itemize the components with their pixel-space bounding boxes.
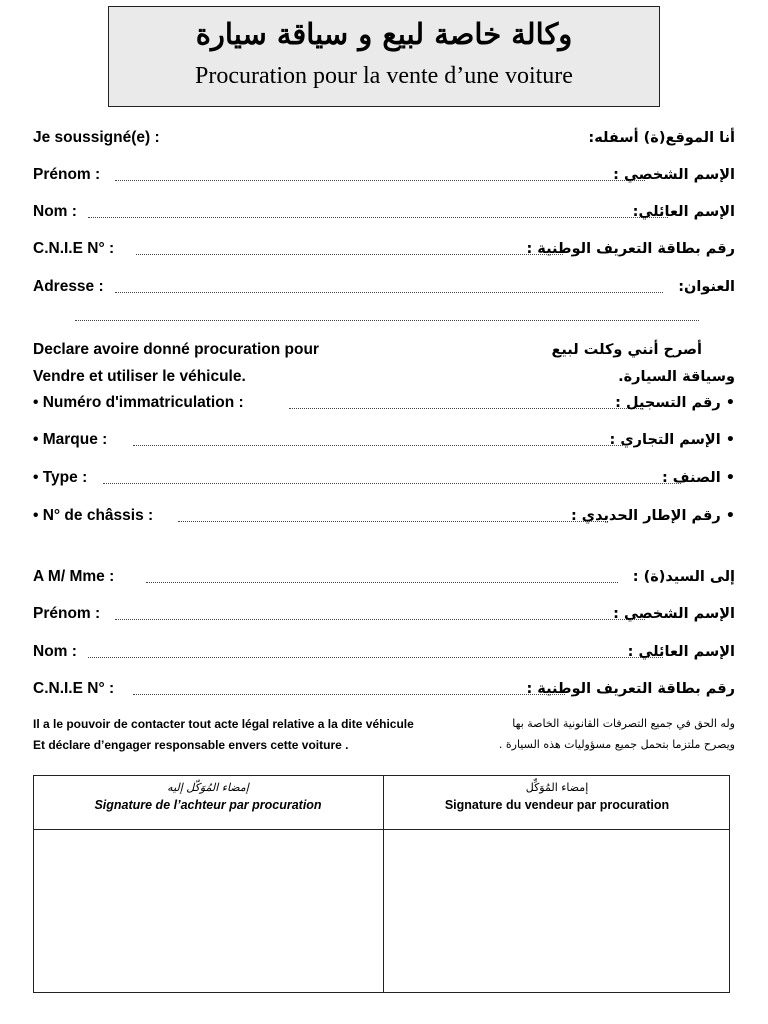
buyer-signature-header — [34, 776, 382, 829]
agent-prenom-label-ar: الإسم الشخصي : — [613, 606, 735, 622]
adresse-field[interactable] — [115, 292, 663, 293]
prenom-label-ar: الإسم الشخصي : — [613, 167, 735, 183]
declaration-row-2 — [33, 366, 735, 390]
mandator-nom-row — [33, 201, 735, 225]
agent-nom-label-fr: Nom : — [33, 643, 77, 660]
powers-line2-fr: Et déclare d’engager responsable envers cette voiture . — [33, 738, 349, 752]
seller-signature-label-ar: إمضاء المُوَكِّل — [525, 781, 589, 794]
chassis-field[interactable] — [178, 521, 608, 522]
chassis-label-fr: • N° de châssis : — [33, 507, 154, 524]
marque-label-ar: • الإسم التجاري : — [609, 432, 735, 448]
agent-cnie-field[interactable] — [133, 694, 565, 695]
powers-line2-ar: ويصرح ملتزما بتحمل جميع مسؤوليات هذه السيارة . — [498, 738, 735, 751]
title-arabic: وكالة خاصة لبيع و سياقة سيارة — [195, 17, 573, 51]
declaration-line1-ar: أصرح أنني وكلت لبيع — [551, 342, 702, 358]
vehicle-type-row — [33, 467, 735, 491]
agent-cnie-row — [33, 678, 735, 702]
cnie-label-fr: C.N.I.E N° : — [33, 240, 115, 257]
mandator-cnie-row — [33, 238, 735, 262]
marque-field[interactable] — [133, 445, 623, 446]
prenom-field[interactable] — [115, 180, 645, 181]
mandator-adresse-row — [33, 276, 735, 300]
nom-field[interactable] — [88, 217, 668, 218]
immat-label-fr: • Numéro d'immatriculation : — [33, 394, 244, 411]
intro-label-ar: أنا الموقع(ة) أسفله: — [588, 130, 735, 146]
agent-nom-field[interactable] — [88, 657, 663, 658]
adresse-label-fr: Adresse : — [33, 278, 104, 295]
agent-to-row — [33, 566, 735, 590]
declaration-line2-fr: Vendre et utiliser le véhicule. — [33, 368, 246, 385]
powers-line1-ar: وله الحق في جميع التصرفات القانونية الخاصة بها — [512, 717, 735, 730]
buyer-signature-area[interactable] — [34, 830, 382, 992]
agent-cnie-label-ar: رقم بطاقة التعريف الوطنية : — [526, 681, 735, 697]
prenom-label-fr: Prénom : — [33, 166, 101, 183]
buyer-signature-label-fr: Signature de l’achteur par procuration — [94, 798, 322, 812]
agent-nom-row — [33, 641, 735, 665]
agent-cnie-label-fr: C.N.I.E N° : — [33, 680, 115, 697]
cnie-label-ar: رقم بطاقة التعريف الوطنية : — [526, 241, 735, 257]
agent-prenom-field[interactable] — [115, 619, 645, 620]
immat-field[interactable] — [289, 408, 643, 409]
declaration-row-1 — [33, 339, 735, 363]
vehicle-immat-row — [33, 392, 735, 416]
agent-prenom-label-fr: Prénom : — [33, 605, 101, 622]
nom-label-ar: الإسم العائلي: — [632, 204, 735, 220]
nom-label-fr: Nom : — [33, 203, 77, 220]
cnie-field[interactable] — [136, 254, 563, 255]
adresse-label-ar: العنوان: — [678, 279, 735, 295]
seller-signature-label-fr: Signature du vendeur par procuration — [444, 798, 670, 812]
mandator-prenom-row — [33, 164, 735, 188]
vehicle-chassis-row — [33, 505, 735, 529]
to-field[interactable] — [146, 582, 618, 583]
seller-signature-area[interactable] — [384, 830, 729, 992]
adresse-field-line2[interactable] — [75, 320, 699, 321]
powers-line1-fr: Il a le pouvoir de contacter tout acte légal relative a la dite véhicule — [33, 717, 414, 731]
intro-row — [33, 127, 735, 151]
chassis-label-ar: • رقم الإطار الحديدي : — [570, 508, 735, 524]
marque-label-fr: • Marque : — [33, 431, 108, 448]
vehicle-marque-row — [33, 429, 735, 453]
declaration-line1-fr: Declare avoire donné procuration pour — [33, 341, 319, 358]
agent-prenom-row — [33, 603, 735, 627]
signature-table — [33, 775, 730, 993]
agent-nom-label-ar: الإسم العائلي : — [627, 644, 735, 660]
intro-label-fr: Je soussigné(e) : — [33, 129, 160, 146]
to-label-fr: A M/ Mme : — [33, 568, 115, 585]
document-header — [108, 6, 660, 107]
title-french: Procuration pour la vente d’une voiture — [195, 63, 573, 89]
to-label-ar: إلى السيد(ة) : — [632, 569, 735, 585]
type-label-ar: • الصنف : — [661, 470, 735, 486]
type-label-fr: • Type : — [33, 469, 88, 486]
declaration-line2-ar: وسياقة السيارة. — [618, 369, 735, 385]
seller-signature-header — [383, 776, 731, 829]
immat-label-ar: • رقم التسجيل : — [615, 395, 735, 411]
type-field[interactable] — [103, 483, 681, 484]
buyer-signature-label-ar: إمضاء المُوَكّل إليه — [167, 781, 249, 794]
